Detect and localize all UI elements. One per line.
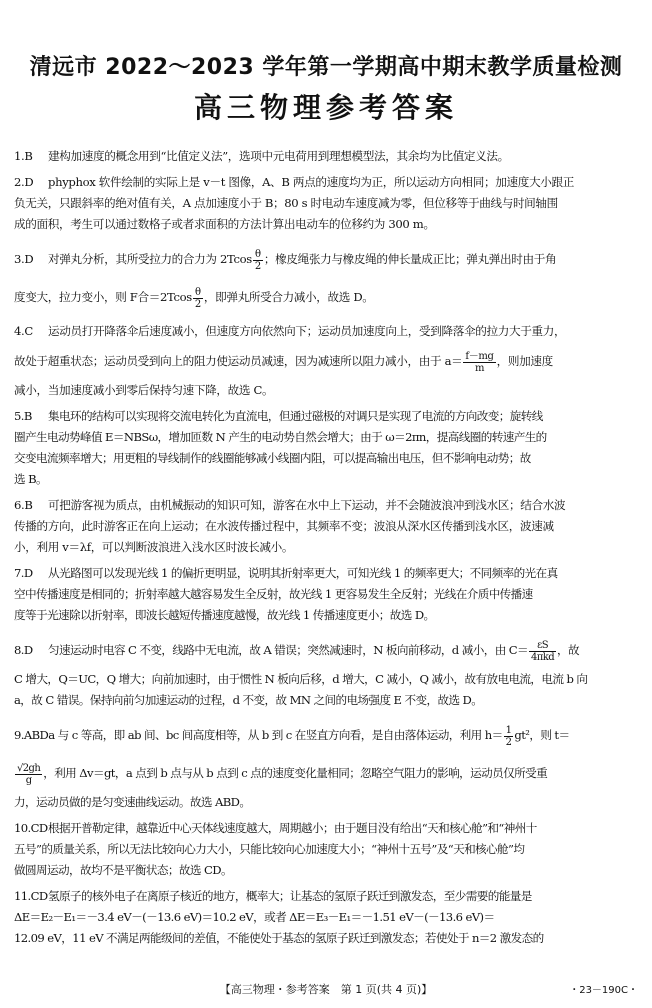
answer-number: 2.D: [14, 175, 34, 189]
answer-text: C 增大，Q＝UC，Q 增大；向前加速时，由于惯性 N 板向后移，d 增大，C 减小，Q 减小，故有放电电流，电流 b 向: [14, 672, 588, 686]
fraction: [253, 249, 263, 272]
fraction-numerator: θ: [193, 287, 203, 299]
answer-text: ，则加速度: [496, 354, 553, 368]
answer-text: 成的面积，考生可以通过数格子或者求面积的方法计算出电动车的位移约为 300 m。: [14, 217, 435, 231]
fraction-denominator: 2: [194, 298, 201, 310]
answer-item: [14, 172, 638, 235]
answer-text: ，利用 Δv＝gt，a 点到 b 点与从 b 点到 c 点的速度变化量相同；忽略空气阻力的影响，运动员仅所受重: [43, 766, 548, 780]
answer-text: 选 B。: [14, 472, 47, 486]
answer-text: 空中传播速度是相同的；折射率越大越容易发生全反射，故光线 1 更容易发生全反射；光线在介质中传播速: [14, 587, 533, 601]
answer-text: 五号”的质量关系，所以无法比较向心力大小，只能比较向心加速度大小；“神州十五号”及“天和核心舱”均: [14, 842, 525, 856]
answer-text: a 与 c 等高，即 ab 间、bc 间高度相等，从 b 到 c 在竖直方向看，是自由落体运动，利用 h＝: [48, 728, 503, 742]
answer-number: 3.D: [14, 252, 34, 266]
fraction-numerator: √2gh: [17, 762, 41, 774]
answer-text: 力，运动员做的是匀变速曲线运动。故选 ABD。: [14, 795, 251, 809]
answer-text: 度等于光速除以折射率，即波长越短传播速度越慢，故光线 1 传播速度更小；故选 D。: [14, 608, 435, 622]
answer-text: 建构加速度的概念用到“比值定义法”，选项中元电荷用到理想模型法，其余均为比值定义法。: [48, 149, 509, 163]
answer-text: 交变电流频率增大；用更粗的导线制作的线圈能够减小线圈内阻，可以提高输出电压，但不影响电动势；故: [14, 451, 531, 465]
answer-item: [14, 495, 638, 558]
answer-number: 9.ABD: [14, 728, 49, 742]
answer-text: 匀速运动时电容 C 不变，线路中无电流，故 A 错误；突然减速时，N 板向前移动，d 减小，由 C＝: [48, 643, 529, 657]
answer-number: 10.CD: [14, 821, 48, 835]
answer-number: 4.C: [14, 324, 33, 338]
answer-number: 1.B: [14, 149, 33, 163]
answer-text: 从光路图可以发现光线 1 的偏折更明显，说明其折射率更大，可知光线 1 的频率更大；不同频率的光在真: [48, 566, 558, 580]
fraction: [504, 725, 514, 748]
answer-number: 7.D: [14, 566, 33, 580]
answer-text: 负无关，只跟斜率的绝对值有关，A 点加速度小于 B；80 s 时电动车速度减为零，但位移等于曲线与时间轴围: [14, 196, 558, 210]
answer-item: [14, 240, 638, 316]
footer-code: ・23－190C・: [569, 985, 638, 996]
answer-number: 6.B: [14, 498, 33, 512]
answer-text: 集电环的结构可以实现将交流电转化为直流电，但通过磁极的对调只是实现了电流的方向改变；旋转线: [48, 409, 543, 423]
answer-item: [14, 886, 638, 949]
answer-text: 12.09 eV，11 eV 不满足两能级间的差值，不能使处于基态的氢原子跃迁到激发态；若使处于 n＝2 激发态的: [14, 931, 544, 945]
answer-text: 氢原子的核外电子在离原子核近的地方，概率大；让基态的氢原子跃迁到激发态，至少需要的能量是: [48, 889, 532, 903]
answer-item: [14, 563, 638, 626]
answer-text: a，故 C 错误。保持向前匀加速运动的过程，d 不变，故 MN 之间的电场强度 E 不变，故选 D。: [14, 693, 483, 707]
fraction-denominator: m: [474, 362, 485, 374]
answer-text: 减小，当加速度减小到零后保持匀速下降，故选 C。: [14, 383, 274, 397]
fraction-numerator: f－mg: [465, 350, 494, 362]
answer-text: phyphox 软件绘制的实际上是 v－t 图像，A、B 两点的速度均为正，所以运动方向相同；加速度大小跟正: [48, 175, 574, 189]
answer-text: 运动员打开降落伞后速度减小，但速度方向依然向下；运动员加速度向上，受到降落伞的拉力大于重力，: [48, 324, 566, 338]
answer-item: [14, 406, 638, 490]
fraction-numerator: 1: [505, 724, 512, 736]
answer-list: [14, 146, 638, 954]
answer-text: 做圆周运动，故均不是平衡状态；故选 CD。: [14, 863, 232, 877]
fraction-denominator: 4πkd: [531, 651, 555, 663]
answer-text: 圈产生电动势峰值 E＝NBSω，增加匝数 N 产生的电动势自然会增大；由于 ω＝2πn，提高线圈的转速产生的: [14, 430, 547, 444]
answer-number: 11.CD: [14, 889, 48, 903]
answer-text: 可把游客视为质点，由机械振动的知识可知，游客在水中上下运动，并不会随波浪冲到浅水区；结合水波: [48, 498, 566, 512]
fraction-denominator: 2: [505, 736, 512, 748]
fraction-numerator: θ: [253, 249, 263, 261]
answer-item: [14, 818, 638, 881]
answer-item: [14, 146, 638, 167]
fraction-denominator: 2: [254, 260, 261, 272]
answer-text: 根据开普勒定律，越靠近中心天体线速度越大，周期越小；由于题目没有给出“天和核心舱”和“神州十: [48, 821, 537, 835]
fraction: [15, 763, 42, 786]
answer-text: ，即弹丸所受合力减小，故选 D。: [203, 290, 374, 304]
answer-text: ，故: [557, 643, 580, 657]
footer-page-info: 【高三物理・参考答案 第 1 页(共 4 页)】: [219, 983, 433, 996]
answer-text: ΔE＝E₂－E₁＝－3.4 eV－(－13.6 eV)＝10.2 eV，或者 ΔE＝E₃－E₁＝－1.51 eV－(－13.6 eV)＝: [14, 910, 495, 924]
answer-number: 5.B: [14, 409, 32, 423]
answer-text: ；橡皮绳张力与橡皮绳的伸长量成正比；弹丸弹出时由于角: [263, 252, 557, 266]
answer-text: 度变大，拉力变小，则 F合＝2Tcos: [14, 290, 192, 304]
answer-text: 对弹丸分析，其所受拉力的合力为 2Tcos: [48, 252, 252, 266]
fraction: [193, 287, 203, 310]
page-footer: [0, 979, 652, 1001]
answer-text: 故处于超重状态；运动员受到向上的阻力使运动员减速，因为减速所以阻力减小，由于 a＝: [14, 354, 463, 368]
answer-item: [14, 716, 638, 813]
fraction-denominator: g: [25, 774, 32, 786]
answer-text: gt²，则 t＝: [514, 728, 570, 742]
answer-item: [14, 631, 638, 711]
fraction-numerator: εS: [529, 640, 556, 652]
answer-key-title: 高三物理参考答案: [193, 91, 458, 124]
exam-title: 清远市 2022～2023 学年第一学期高中期末教学质量检测: [29, 55, 623, 80]
answer-text: 小，利用 v＝λf，可以判断波浪进入浅水区时波长减小。: [14, 540, 294, 554]
fraction: [463, 351, 495, 374]
answer-text: 传播的方向，此时游客正在向上运动；在水波传播过程中，其频率不变；波浪从深水区传播到浅水区，波速减: [14, 519, 554, 533]
fraction: [529, 640, 556, 663]
answer-item: [14, 321, 638, 401]
answer-number: 8.D: [14, 643, 33, 657]
